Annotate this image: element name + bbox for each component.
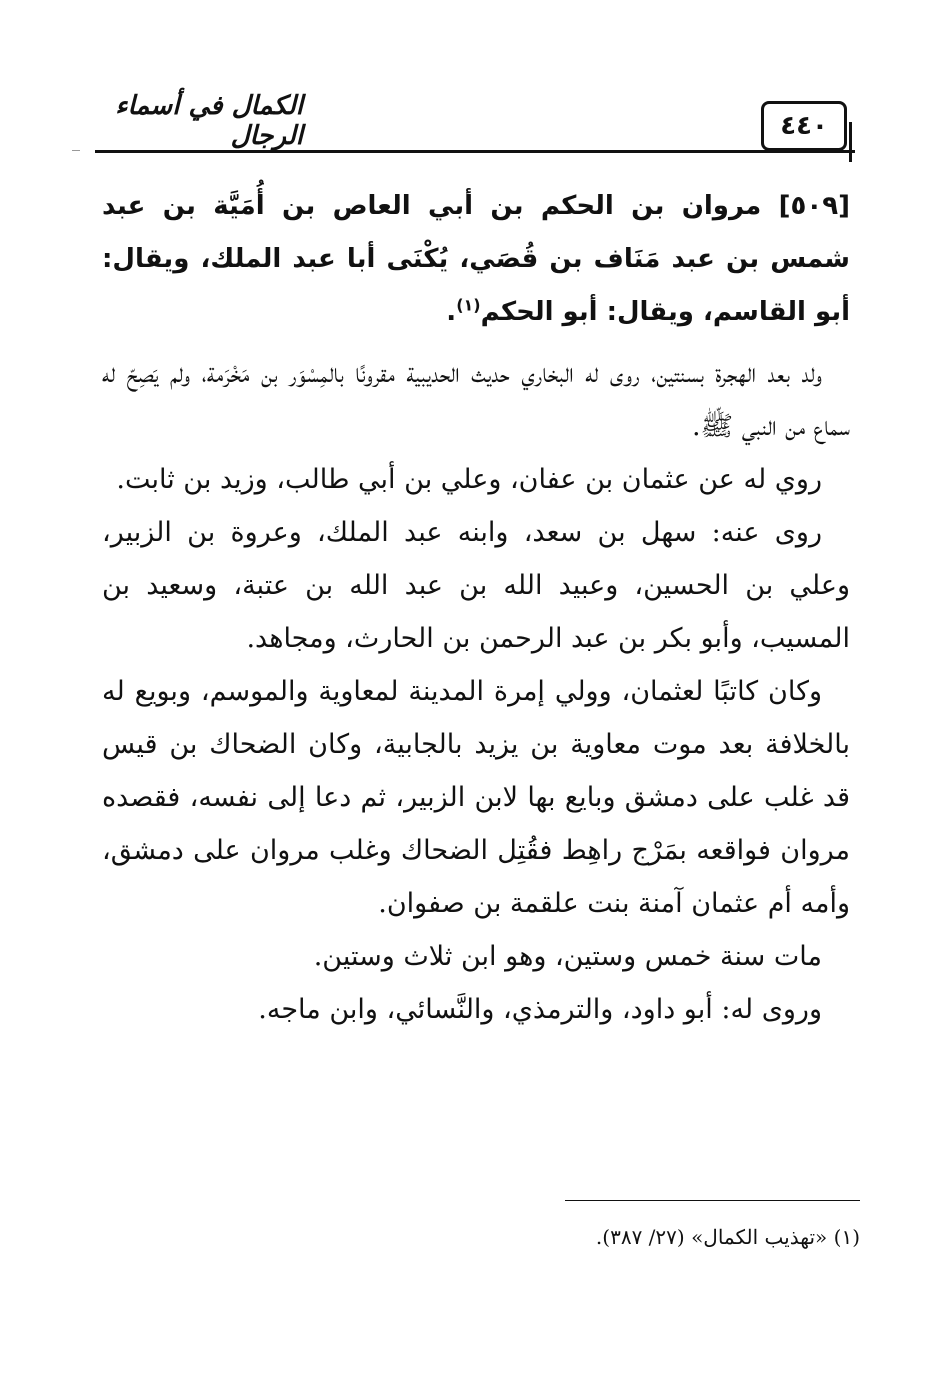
- paragraph-collections: وروى له: أبو داود، والترمذي، والنَّسائي، وابن ماجه.: [258, 994, 822, 1025]
- paragraph-birth: ولد بعد الهجرة بسنتين، روى له البخاري حديث الحديبية مقرونًا بالمِسْوَر بن مَخْرَمة، ولم يَصِحّ له سماع من النبي ﷺ.: [102, 358, 850, 442]
- stray-mark: [72, 150, 80, 151]
- footnote-separator: [565, 1200, 860, 1201]
- running-title: الكمال في أسماء الرجال: [115, 91, 303, 151]
- page-number: ٤٤٠: [761, 101, 847, 151]
- entry-heading-end: .: [446, 297, 457, 327]
- entry-heading-text: [٥٠٩] مروان بن الحكم بن أبي العاص بن أُمَيَّة بن عبد شمس بن عبد مَنَاف بن قُصَي، يُكْنَى أبا عبد الملك، ويقال: أبو القاسم، ويقال: أبو الحكم: [102, 191, 850, 327]
- footnote-reference: (١): [456, 295, 481, 315]
- paragraph-narrated-from: روي له عن عثمان بن عفان، وعلي بن أبي طالب، وزيد بن ثابت.: [116, 464, 822, 495]
- paragraph-death: مات سنة خمس وستين، وهو ابن ثلاث وستين.: [313, 941, 822, 972]
- paragraph-narrators: روى عنه: سهل بن سعد، وابنه عبد الملك، وعروة بن الزبير، وعلي بن الحسين، وعبيد الله بن عبد الله بن عتبة، وسعيد بن المسيب، وأبو بكر بن عبد الرحمن بن الحارث، ومجاهد.: [102, 517, 850, 654]
- entry-heading: [102, 180, 850, 339]
- main-text: [102, 180, 850, 1036]
- paragraph-biography: وكان كاتبًا لعثمان، وولي إمرة المدينة لمعاوية والموسم، وبويع له بالخلافة بعد موت معاوية بن يزيد بالجابية، وكان الضحاك بن قيس قد غلب على دمشق وبايع بها لابن الزبير، ثم دعا إلى نفسه، فقصده مروان فواقعه بمَرْج راهِط فقُتِل الضحاك وغلب مروان على دمشق، وأمه أم عثمان آمنة بنت علقمة بن صفوان.: [102, 676, 850, 919]
- page-header: [95, 91, 855, 155]
- header-rule: [95, 150, 855, 153]
- footnote-1: (١) «تهذيب الكمال» (٢٧/ ٣٨٧).: [595, 1225, 860, 1249]
